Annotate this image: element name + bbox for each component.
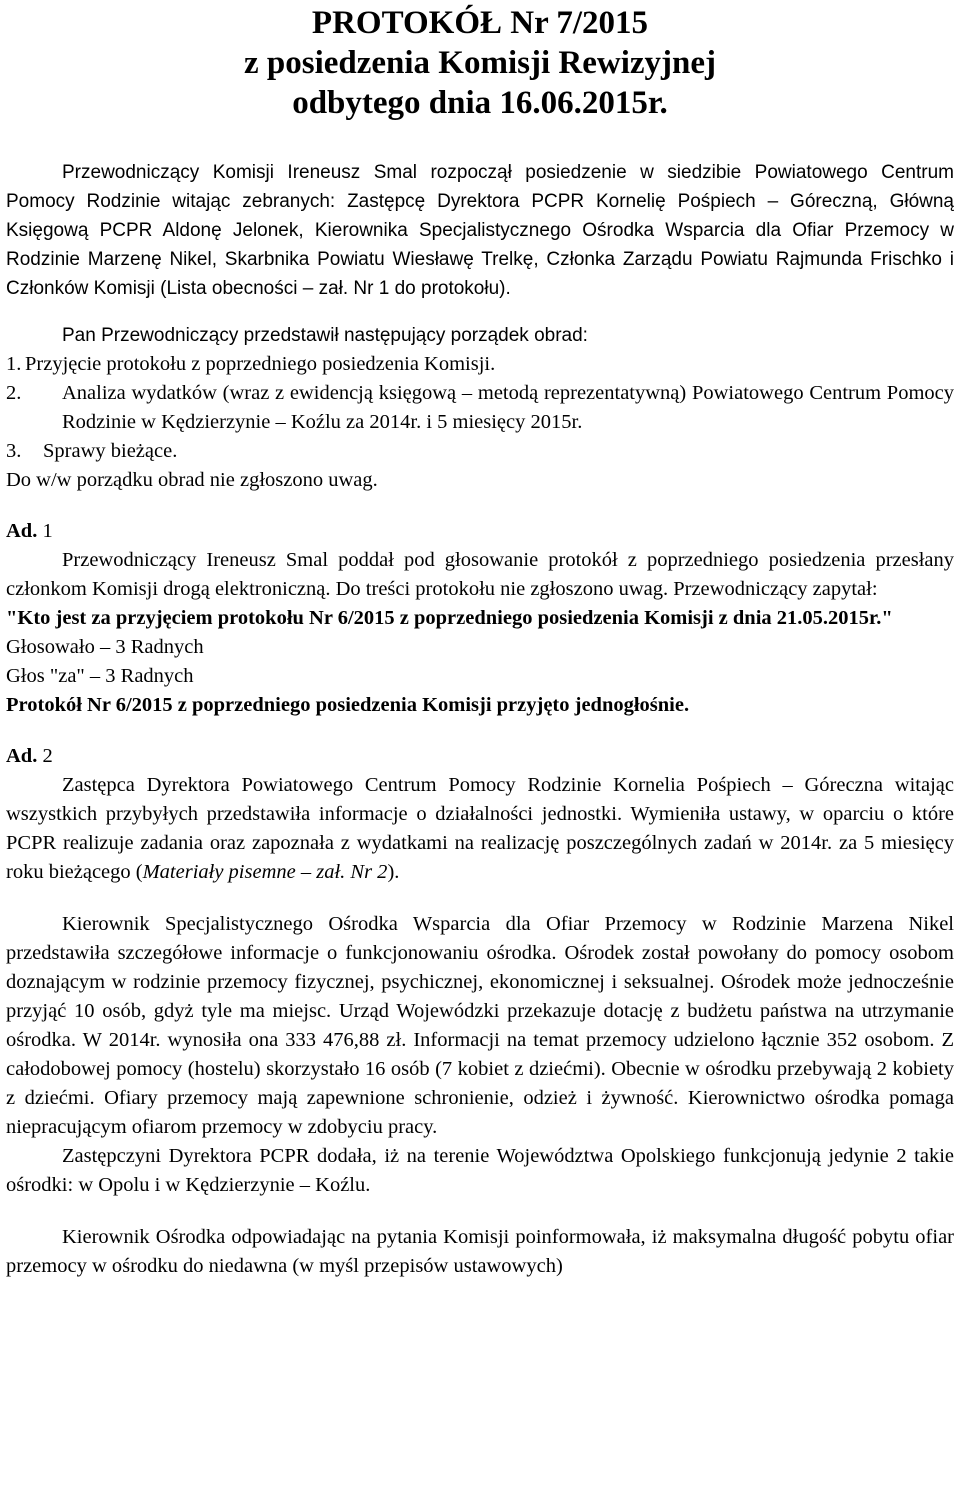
ad1-label: Ad. (6, 520, 38, 542)
ad2-paragraph (6, 771, 954, 887)
agenda-item-number: 1. (6, 353, 22, 375)
agenda-heading: Pan Przewodniczący przedstawił następujący porządek obrad: (62, 325, 588, 346)
document-title (6, 3, 954, 123)
ad1-voted: Głosowało – 3 Radnych (6, 636, 204, 658)
ad2-heading (6, 742, 954, 771)
ad1-paragraph: Przewodniczący Ireneusz Smal poddał pod głosowanie protokół z poprzedniego posiedzenia przesłany członkom Komisji drogą elektroniczną. Do treści protokołu nie zgłoszono uwag. Przewodniczący zapytał: (6, 549, 954, 600)
kierownik-paragraph: Kierownik Specjalistycznego Ośrodka Wsparcia dla Ofiar Przemocy w Rodzinie Marzena Nikel przedstawiła szczegółowe informacje o funkcjonowaniu ośrodka. Ośrodek został powołany do pomocy osobom doznającym w rodzinie przemocy fizycznej, psychicznej, ekonomicznej i seksualnej. Ośrodek może jednocześnie przyjąć 10 osób, gdyż tyle ma miejsc. Urząd Wojewódzki przekazuje dotację z budżetu państwa na utrzymanie ośrodka. W 2014r. wynosiła ona 333 476,88 zł. Informacji na temat przemocy udzielono łącznie 352 osobom. Z całodobowej pomocy (hostelu) skorzystało 16 osób (7 kobiet z dziećmi). Obecnie w ośrodku przebywają 2 kobiety z dziećmi. Ofiary przemocy mają zapewnione schronienie, odzież i żywność. Kierownictwo ośrodka pomaga niepracującym ofiarom przemocy w zdobyciu pracy. (6, 913, 954, 1138)
agenda-item-text: Analiza wydatków (wraz z ewidencją księgową – metodą reprezentatywną) Powiatowego Centrum Pomocy Rodzinie w Kędzierzynie – Koźlu za 2014r. i 5 miesięcy 2015r. (62, 382, 954, 433)
ad2-text-main: Zastępca Dyrektora Powiatowego Centrum Pomocy Rodzinie Kornelia Pośpiech – Góreczna witając wszystkich przybyłych przedstawiła informacje o działalności jednostki. Wymieniła ustawy, w oparciu o które PCPR realizuje zadania oraz zapoznała z wydatkami na realizację poszczególnych zadań w 2014r. za 5 miesięcy roku bieżącego ( (6, 774, 954, 883)
ad1-question: "Kto jest za przyjęciem protokołu Nr 6/2015 z poprzedniego posiedzenia Komisji z dnia 21.05.2015r." (6, 607, 893, 629)
ad2-label: Ad. (6, 745, 38, 767)
ad1-number: 1 (37, 520, 53, 542)
agenda-item-text: Sprawy bieżące. (43, 440, 178, 462)
ad2-text-end: ). (387, 861, 400, 883)
title-line-1: PROTOKÓŁ Nr 7/2015 (311, 5, 649, 41)
document-page (0, 3, 960, 1491)
ad1-result: Protokół Nr 6/2015 z poprzedniego posiedzenia Komisji przyjęto jednogłośnie. (6, 694, 690, 716)
title-line-3: odbytego dnia 16.06.2015r. (292, 85, 668, 121)
ad1-votes-for: Głos "za" – 3 Radnych (6, 665, 194, 687)
agenda-item-number: 2. (6, 382, 22, 404)
agenda-item-text: Przyjęcie protokołu z poprzedniego posiedzenia Komisji. (25, 353, 496, 375)
agenda-item-number: 3. (6, 440, 22, 462)
agenda-no-remarks: Do w/w porządku obrad nie zgłoszono uwag. (6, 469, 378, 491)
title-line-2: z posiedzenia Komisji Rewizyjnej (243, 45, 716, 81)
agenda-item (6, 379, 954, 437)
ad2-text-italic: Materiały pisemne – zał. Nr 2 (142, 861, 388, 883)
last-paragraph: Kierownik Ośrodka odpowiadając na pytania Komisji poinformowała, iż maksymalna długość pobytu ofiar przemocy w ośrodku do niedawna (w myśl przepisów ustawowych) (6, 1226, 954, 1277)
zastepczyni-paragraph: Zastępczyni Dyrektora PCPR dodała, iż na terenie Województwa Opolskiego funkcjonują jedynie 2 takie ośrodki: w Opolu i w Kędzierzynie – Koźlu. (6, 1145, 954, 1196)
agenda-item (6, 350, 954, 379)
agenda-list (6, 350, 954, 466)
ad2-number: 2 (37, 745, 53, 767)
ad1-heading (6, 517, 954, 546)
agenda-item (6, 437, 954, 466)
intro-paragraph: Przewodniczący Komisji Ireneusz Smal rozpoczął posiedzenie w siedzibie Powiatowego Centrum Pomocy Rodzinie witając zebranych: Zastępcę Dyrektora PCPR Kornelię Pośpiech – Góreczną, Główną Księgową PCPR Aldonę Jelonek, Kierownika Specjalistycznego Ośrodka Wsparcia dla Ofiar Przemocy w Rodzinie Marzenę Nikel, Skarbnika Powiatu Wiesławę Trelkę, Członka Zarządu Powiatu Rajmunda Frischko i Członków Komisji (Lista obecności – zał. Nr 1 do protokołu). (6, 162, 954, 299)
